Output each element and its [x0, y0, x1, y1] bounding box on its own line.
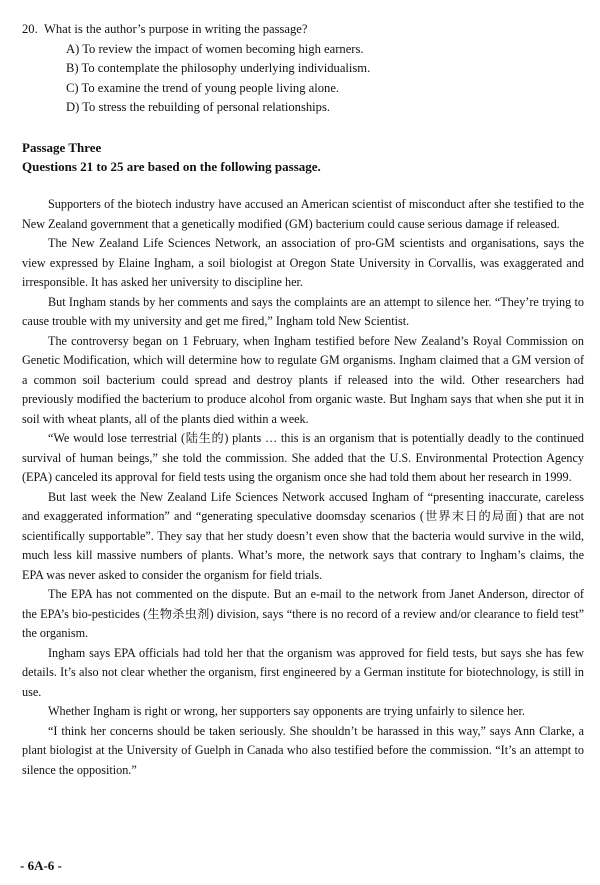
passage-instruction: Questions 21 to 25 are based on the following passage. [22, 159, 321, 174]
question-text: What is the author’s purpose in writing the passage? [44, 22, 308, 36]
page-number: - 6A-6 - [20, 858, 62, 873]
paragraph-1: Supporters of the biotech industry have accused an American scientist of misconduct after she testified to the New Zealand government that a genetically modified (GM) bacterium could cause serious damage if released. [22, 197, 584, 231]
paragraph-6: But last week the New Zealand Life Sciences Network accused Ingham of “presenting inaccurate, careless and exaggerated information” and “generating speculative doomsday scenarios (世界末日的局面) that are not scientifically supportable”. They say that her study doesn’t even show that the bacteria would survive in the wild, much less kill massive numbers of plants. What’s more, the network says that contrary to Ingham’s claims, the EPA was never asked to consider the organism for field trials. [22, 489, 584, 582]
passage-header [22, 138, 582, 176]
paragraph-3: But Ingham stands by her comments and says the complaints are an attempt to silence her. “They’re trying to cause trouble with my university and get me fired,” Ingham told New Scientist. [22, 294, 584, 328]
option-a: A) To review the impact of women becoming high earners. [66, 41, 364, 56]
question-number: 20. [22, 22, 38, 36]
paragraph-8: Ingham says EPA officials had told her that the organism was approved for field tests, but says she has few details. It’s also not clear whether the organism, first engineered by a German institute for biotechnology, is still in use. [22, 645, 584, 699]
paragraph-9: Whether Ingham is right or wrong, her supporters say opponents are trying unfairly to silence her. [48, 704, 525, 718]
paragraph-5: “We would lose terrestrial (陆生的) plants … this is an organism that is potentially deadly to the continued survival of human beings,” she told the commission. She added that the U.S. Environmental Protection Agency (EPA) canceled its approval for field tests using the organism once she had told them about her research in 1999. [22, 431, 584, 484]
option-c: C) To examine the trend of young people living alone. [66, 80, 340, 95]
paragraph-2: The New Zealand Life Sciences Network, an association of pro-GM scientists and organisations, says the view expressed by Elaine Ingham, a soil biologist at Oregon State University in Corvallis, was exaggerated and irresponsible. It has asked her university to discipline her. [22, 236, 584, 289]
paragraph-7: The EPA has not commented on the dispute. But an e-mail to the network from Janet Anderson, director of the EPA’s bio-pesticides (生物杀虫剂) division, says “there is no record of a review and/or clearance to field test” the organism. [22, 587, 584, 640]
passage-title: Passage Three [22, 140, 102, 155]
paragraph-10: “I think her concerns should be taken seriously. She shouldn’t be harassed in this way,” says Ann Clarke, a plant biologist at the University of Guelph in Canada who also testified before the commission. “It’s an attempt to silence the opposition.” [22, 723, 584, 777]
paragraph-4: The controversy began on 1 February, when Ingham testified before New Zealand’s Royal Commission on Genetic Modification, which will determine how to regulate GM organisms. Ingham claimed that a GM version of a common soil bacterium could spread and destroy plants if released into the wild. Other researchers had previously modified the bacterium to produce alcohol from organic waste. But Ingham says that when she put it in soil with wheat plants, all of the plants died within a week. [22, 333, 584, 426]
question-stem [22, 20, 582, 40]
question-20 [22, 20, 582, 118]
option-d: D) To stress the rebuilding of personal relationships. [66, 100, 331, 114]
passage-body [22, 191, 584, 780]
option-b: B) To contemplate the philosophy underlying individualism. [66, 61, 371, 75]
